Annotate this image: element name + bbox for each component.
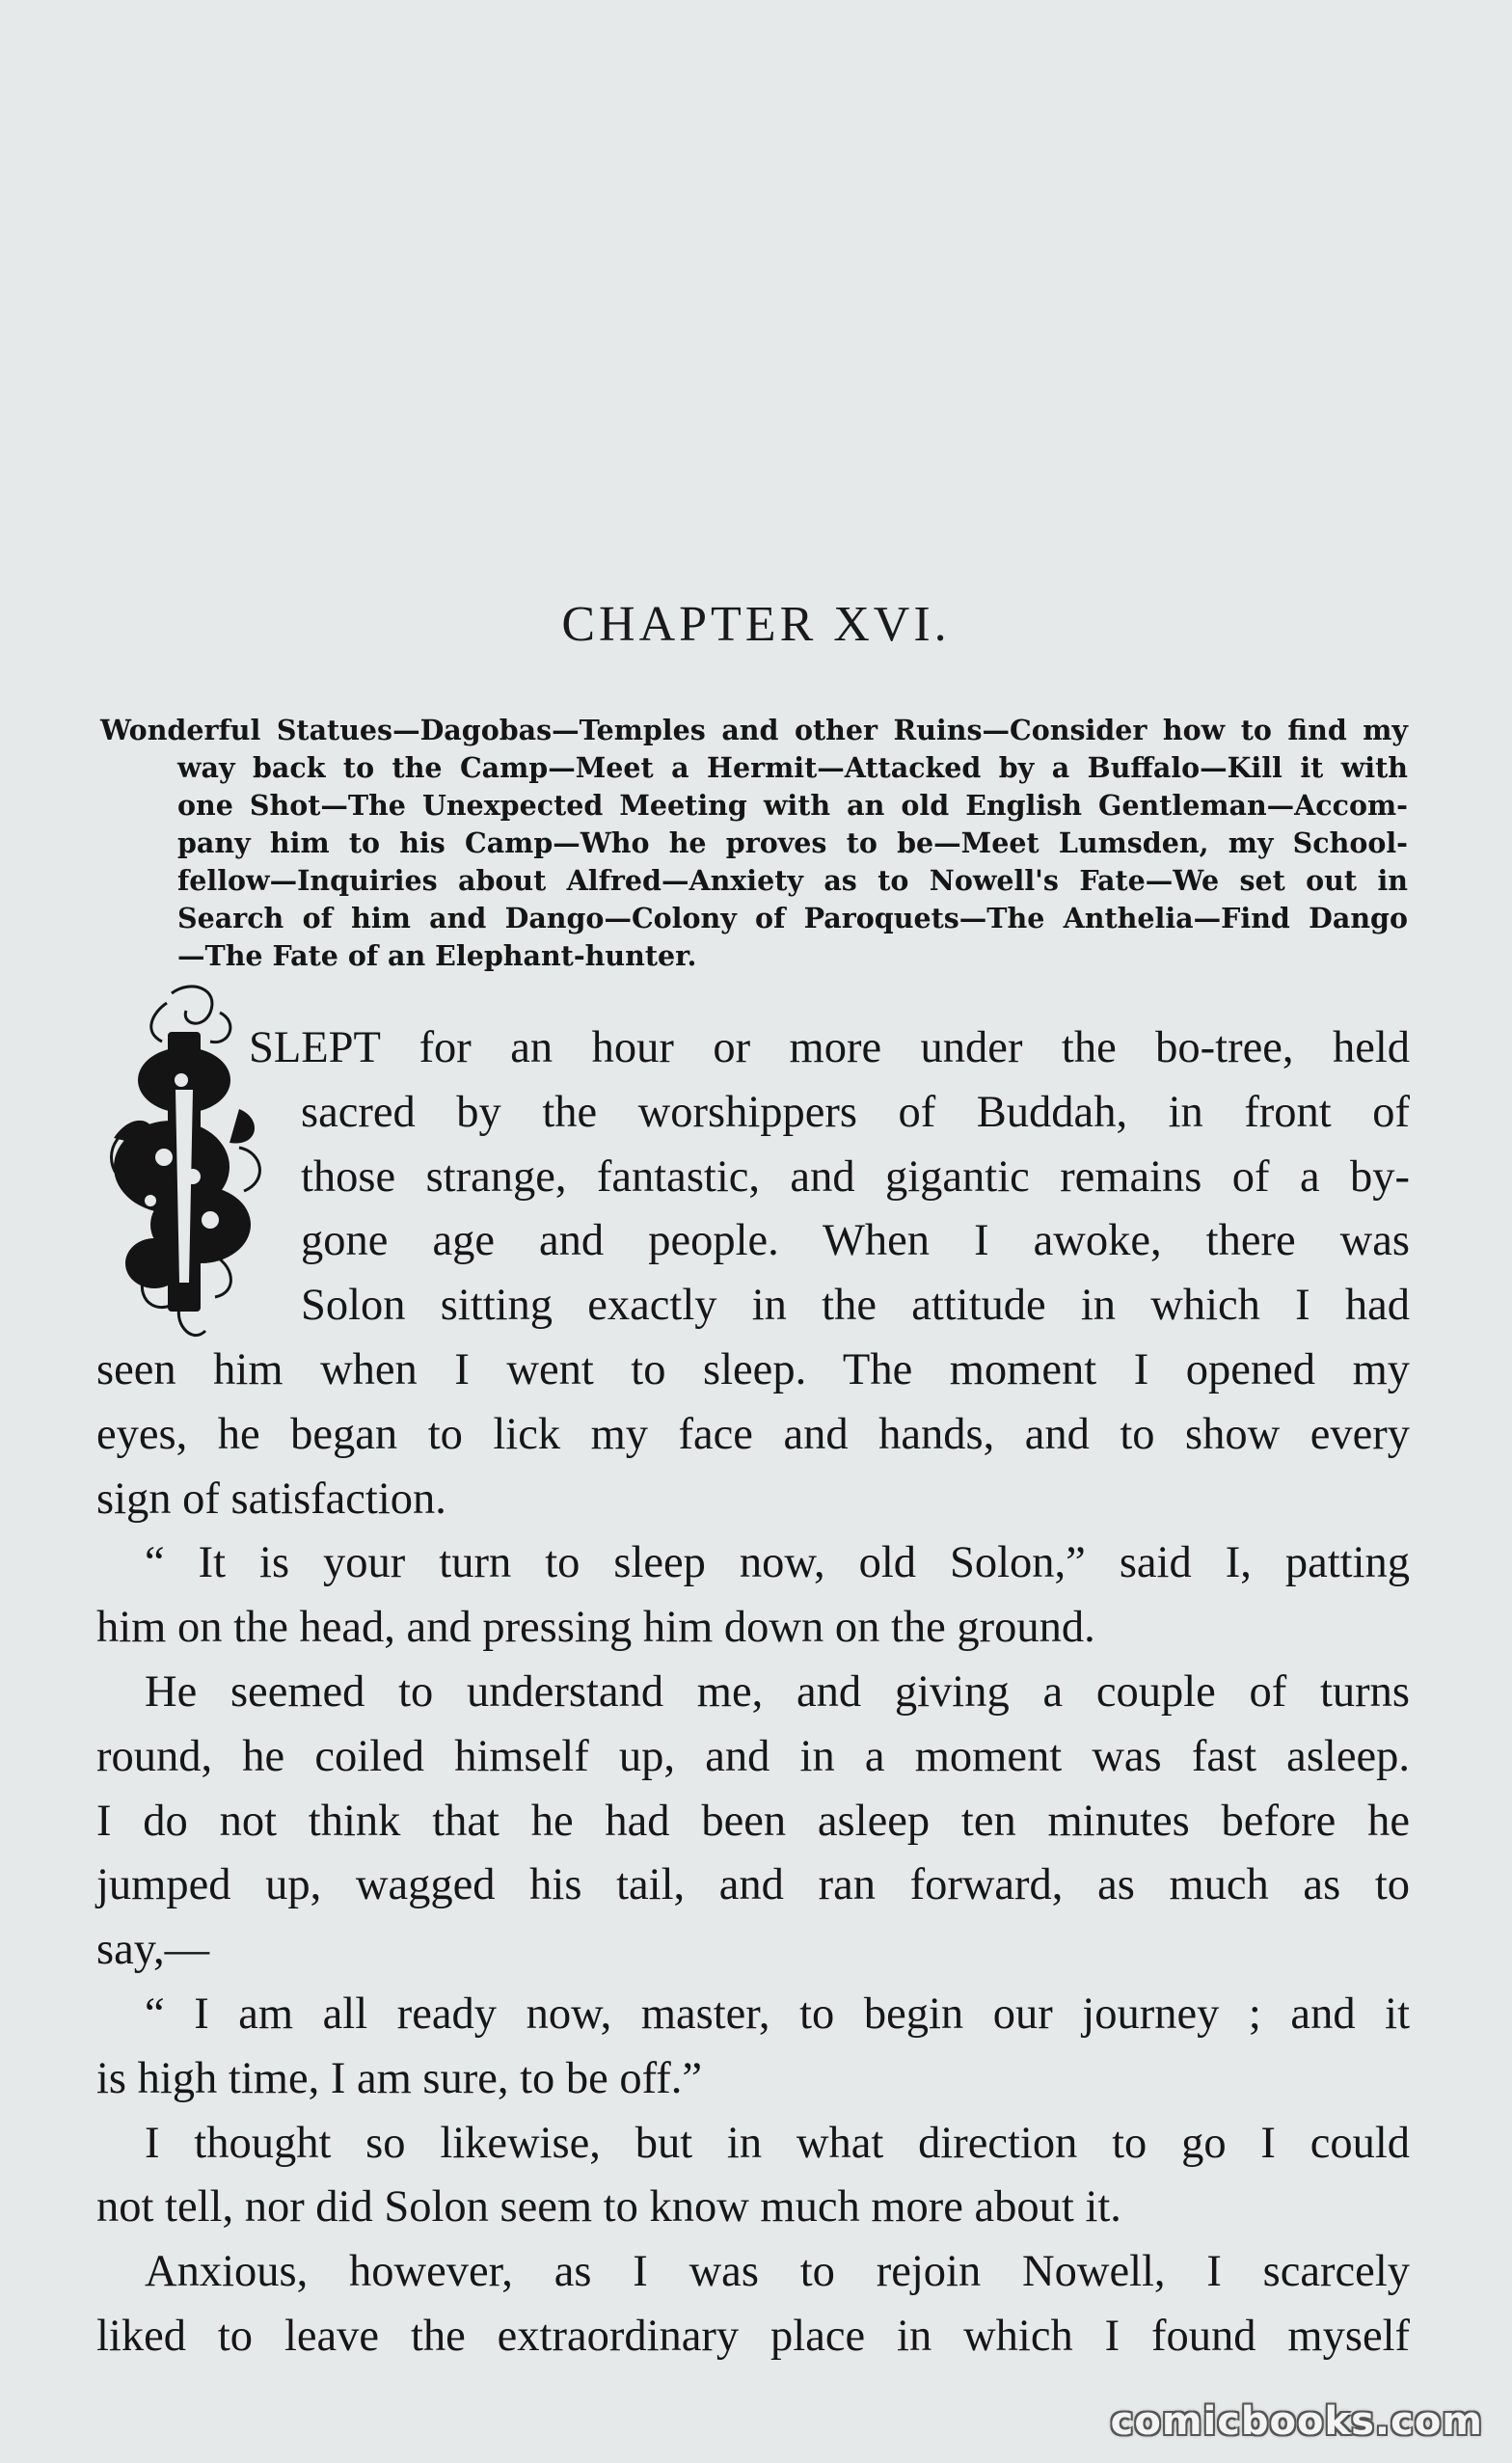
body-line: jumped up, wagged his tail, and ran forward, as much as to (96, 1860, 1410, 1910)
body-line: eyes, he began to lick my face and hands, and to show every (96, 1409, 1410, 1459)
synopsis-line: Search of him and Dango—Colony of Paroquets—The Anthelia—Find Dango (177, 902, 1408, 934)
body-line: “ It is your turn to sleep now, old Solon,” said I, patting (145, 1538, 1410, 1588)
watermark-logo: comicbooks.com (1110, 2399, 1483, 2444)
body-line: is high time, I am sure, to be off.” (96, 2053, 703, 2103)
body-line: him on the head, and pressing him down on the ground. (96, 1603, 1095, 1653)
body-line: seen him when I went to sleep. The moment I opened my (96, 1344, 1410, 1394)
body-line: say,— (96, 1925, 210, 1975)
body-line: gone age and people. When I awoke, there was (301, 1216, 1410, 1266)
synopsis-line: —The Fate of an Elephant-hunter. (177, 939, 697, 972)
body-line: round, he coiled himself up, and in a moment was fast asleep. (96, 1731, 1410, 1781)
synopsis-line: way back to the Camp—Meet a Hermit—Attacked by a Buffalo—Kill it with (177, 751, 1408, 784)
body-line: I do not think that he had been asleep ten minutes before he (96, 1796, 1410, 1846)
body-line: Anxious, however, as I was to rejoin Nowell, I scarcely (145, 2247, 1410, 2297)
body-line: SLEPT for an hour or more under the bo-tree, held (249, 1023, 1410, 1072)
synopsis-line: Wonderful Statues—Dagobas—Temples and other Ruins—Consider how to find my (100, 714, 1408, 746)
body-line: Solon sitting exactly in the attitude in which I had (301, 1281, 1410, 1331)
synopsis-line: fellow—Inquiries about Alfred—Anxiety as to Nowell's Fate—We set out in (177, 864, 1408, 897)
body-line: not tell, nor did Solon seem to know much more about it. (96, 2182, 1121, 2233)
body-line: those strange, fantastic, and gigantic remains of a by- (301, 1151, 1410, 1202)
body-line: liked to leave the extraordinary place in which I found myself (96, 2311, 1410, 2361)
body-line: He seemed to understand me, and giving a couple of turns (145, 1666, 1410, 1717)
body-line: sacred by the worshippers of Buddah, in front of (301, 1087, 1410, 1137)
chapter-synopsis (100, 712, 1408, 975)
body-line: sign of satisfaction. (96, 1474, 446, 1524)
body-line: “ I am all ready now, master, to begin our journey ; and it (145, 1989, 1410, 2039)
chapter-title: CHAPTER XVI. (561, 597, 951, 652)
synopsis-line: one Shot—The Unexpected Meeting with an old English Gentleman—Accom- (177, 789, 1408, 822)
synopsis-line: pany him to his Camp—Who he proves to be—Meet Lumsden, my School- (177, 826, 1408, 859)
body-line: I thought so likewise, but in what direction to go I could (145, 2118, 1410, 2168)
chapter-body (96, 1016, 1410, 2369)
